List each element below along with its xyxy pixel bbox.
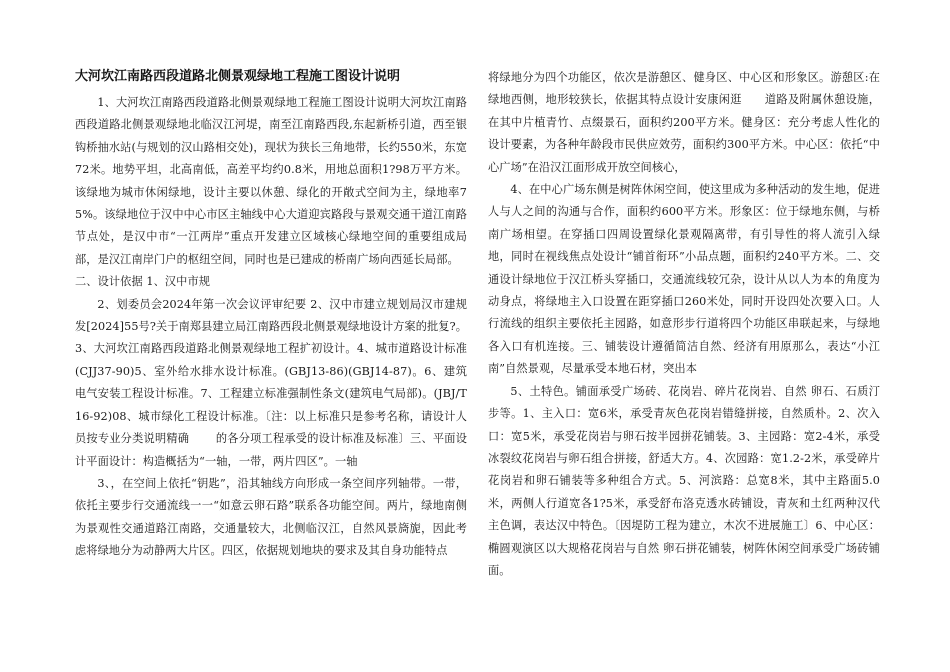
paragraph-design-standards: 2、划委员会2024年第一次会议评审纪要 2、汉中市建立规划局汉市建规发[2024]55号?关于南郑县建立局江南路西段北侧景观绿地设计方案的批复?。3、大河坎江南路西段道路北侧景观绿地工程扩初设计。4、城市道路设计标准(CJJ37-90)5、室外给水排水设计标准。(GBJ13-86)(GBJ14-87)。6、建筑电气安装工程设计标准。7、工程建立标准强制性条文(建筑电气局部)。(JBJ/T16-92)08、城市绿化工程设计标准。〔注：以上标准只是参考名称，请设计人员按专业分类说明精确 的各分项工程承受的设计标准及标准〕三、平面设计平面设计：构造概括为“一轴，一带，两片四区”。一轴	[75, 297, 467, 468]
paragraph-overview: 1、大河坎江南路西段道路北侧景观绿地工程施工图设计说明大河坎江南路西段道路北侧景观绿地北临汉江河堤，南至江南路西段,东起新桥引道，西至银钩桥抽水站(与规划的汉山路相交处)，现状为狭长三角地带，长约550米，东宽72米。地势平坦，北高南低，高差平均约0.8米，用地总面积1?98万平方米。该绿地为城市休闲绿地，设计主要以休憩、绿化的开敞式空间为主，绿地率75%。该绿地位于汉中中心市区主轴线中心大道迎宾路段与景观交通干道江南路节点处，是汉中市“一江两岸”重点开发建立区域核心绿地空间的重要组成局部，是汉江南岸门户的枢纽空间，同时也是已建成的桥南广场向西延长局部。	[75, 96, 467, 266]
paragraph-functional-zones: 将绿地分为四个功能区，依次是游憩区、健身区、中心区和形象区。游憩区:在绿地西侧，地形较狭长，依据其特点设计安康闲逛 道路及附属休憩设施，在其中片植青竹、点缀景石，面积约200平方米。健身区：充分考虑人性化的设计要素，为各种年龄段市民供应效劳，面积约300平方米。中心区：依托“中心广场”在沿汉江面形成开放空间核心，	[488, 71, 880, 174]
paragraph-design-basis-heading: 二、设计依据 1、汉中市规	[75, 275, 211, 289]
left-column	[75, 64, 467, 563]
paragraph-plan-layout: 3、，在空间上依托“钥匙”，沿其轴线方向形成一条空间序列轴带。一带，依托主要步行交通流线一一“如意云卵石路”联系各功能空间。两片，绿地南侧为景观性交通道路江南路，交通量较大，北侧临汉江，自然风景旖旎，因此考虑将绿地分为动静两大片区。四区，依据规划地块的要求及其自身功能特点	[75, 476, 467, 558]
paragraph-paving-design: 5、土特色。铺面承受广场砖、花岗岩、碎片花岗岩、自然 卵石、石质汀步等。1、主入口：宽6米，承受青灰色花岗岩错缝拼接，自然质朴。2、次入口：宽5米，承受花岗岩与卵石按半园拼花铺装。3、主园路：宽2-4米，承受冰裂纹花岗岩与卵石组合拼接，舒适大方。4、次园路：宽1.2-2米，承受碎片花岗岩和卵石铺装等多种组合方式。5、河滨路：总宽8米，其中主路面5.0米，两侧人行道宽各1?5米，承受舒布洛克透水砖铺设，青灰和土红两种汉代主色调，表达汉中特色。〔因堤防工程为建立，木次不进展施工〕6、中心区：椭圆观演区以大规格花岗岩与自然 卵石拼花铺装，树阵休闲空间承受广场砖铺面。	[488, 384, 880, 577]
paragraph-traffic-design: 4、在中心广场东侧是树阵休闲空间，使这里成为多种活动的发生地，促进人与人之间的沟通与合作，面积约600平方米。形象区：位于绿地东侧，与桥南广场相望。在穿插口四周设置绿化景观隔离带，有引导性的将人流引入绿地，同时在视线焦点处设计“铺首衔环”小品点题，面积约240平方米。二、交通设计绿地位于汉江桥头穿插口，交通流线较冗杂，设计从以人为本的角度为动身点，将绿地主入口设置在距穿插口260米处，同时开设四处次要入口。人行流线的组织主要依托主园路，如意形步行道将四个功能区串联起来，与绿地各入口有机连接。三、铺装设计遵循简洁自然、经济有用原那么，表达“小江南”自然景观，尽量承受本地石材，突出本	[488, 183, 880, 376]
document-title: 大河坎江南路西段道路北侧景观绿地工程施工图设计说明	[75, 69, 401, 84]
right-column	[488, 67, 880, 582]
